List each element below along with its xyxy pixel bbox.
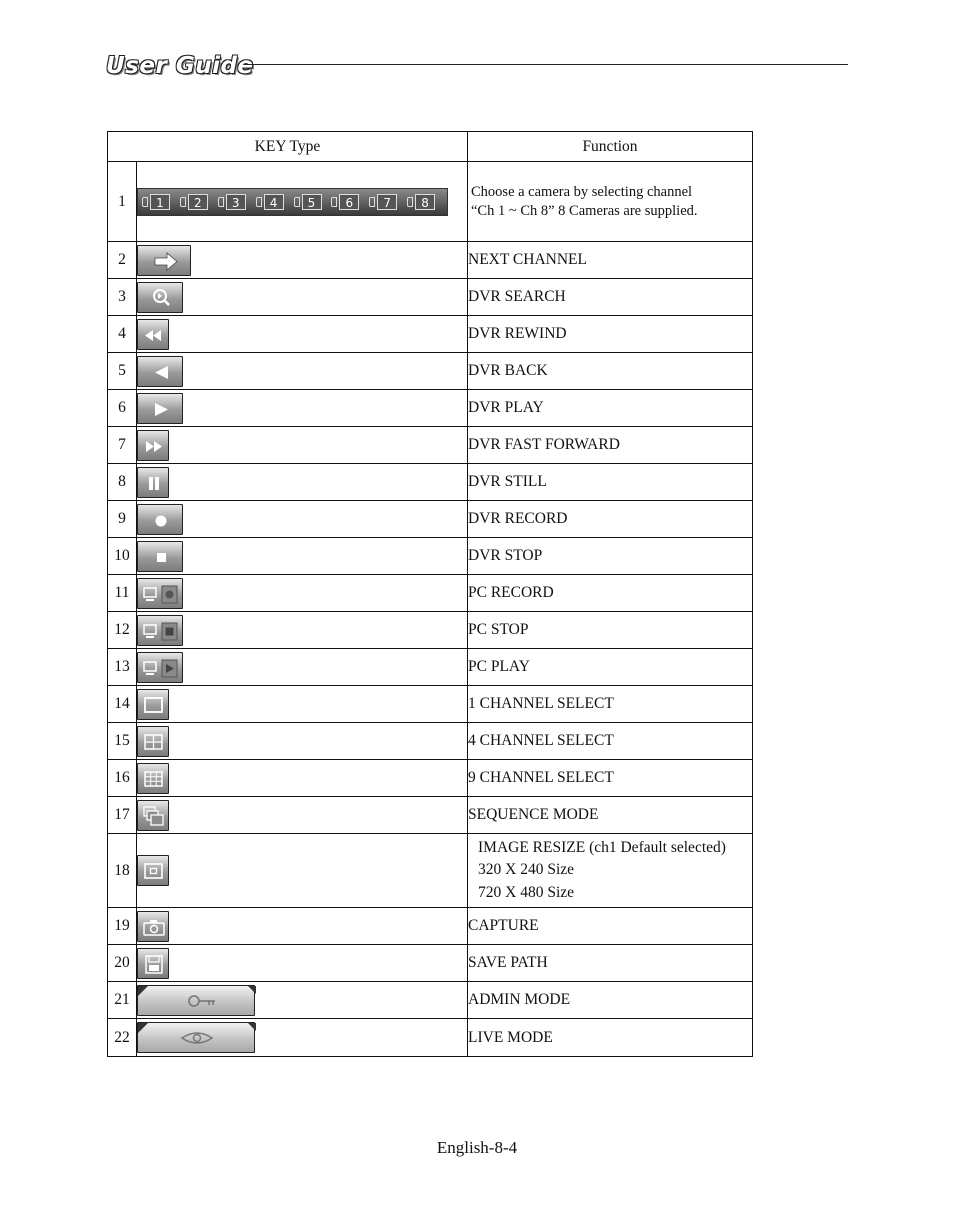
pc-play-icon xyxy=(137,652,183,683)
table-row xyxy=(108,723,753,760)
row-number: 3 xyxy=(108,279,137,316)
channel-strip-icon xyxy=(137,188,448,216)
key-cell xyxy=(137,797,468,834)
function-cell: PC RECORD xyxy=(468,575,753,612)
key-cell xyxy=(137,390,468,427)
channel-8-button: 8 xyxy=(407,193,443,211)
table-row xyxy=(108,612,753,649)
function-cell: ADMIN MODE xyxy=(468,982,753,1019)
eye-icon xyxy=(137,1022,255,1053)
row-number: 16 xyxy=(108,760,137,797)
function-cell: Choose a camera by selecting channel “Ch 1 ~ Ch 8” 8 Cameras are supplied. xyxy=(468,162,753,242)
table-row xyxy=(108,427,753,464)
row-number: 22 xyxy=(108,1019,137,1057)
row-number: 7 xyxy=(108,427,137,464)
channel-7-button: 7 xyxy=(369,193,405,211)
channel-3-button: 3 xyxy=(218,193,254,211)
function-cell: DVR REWIND xyxy=(468,316,753,353)
row-number: 1 xyxy=(108,162,137,242)
table-header-row xyxy=(108,132,753,162)
function-cell: DVR BACK xyxy=(468,353,753,390)
row-number: 21 xyxy=(108,982,137,1019)
table-row xyxy=(108,501,753,538)
channel-6-button: 6 xyxy=(331,193,367,211)
table-row xyxy=(108,834,753,908)
key-cell xyxy=(137,1019,468,1057)
key-cell xyxy=(137,501,468,538)
function-cell: NEXT CHANNEL xyxy=(468,242,753,279)
column-header-key-type: KEY Type xyxy=(108,132,468,162)
key-cell xyxy=(137,686,468,723)
key-cell xyxy=(137,427,468,464)
table-row xyxy=(108,649,753,686)
nine-screen-icon xyxy=(137,763,169,794)
table-row xyxy=(108,1019,753,1057)
row-number: 20 xyxy=(108,945,137,982)
row-number: 13 xyxy=(108,649,137,686)
key-cell xyxy=(137,464,468,501)
key-cell xyxy=(137,834,468,908)
row-number: 11 xyxy=(108,575,137,612)
header-rule xyxy=(246,64,848,65)
key-cell xyxy=(137,908,468,945)
function-cell: LIVE MODE xyxy=(468,1019,753,1057)
pause-icon xyxy=(137,467,169,498)
back-icon xyxy=(137,356,183,387)
next-arrow-icon xyxy=(137,245,191,276)
row-number: 2 xyxy=(108,242,137,279)
table-row xyxy=(108,575,753,612)
key-cell xyxy=(137,538,468,575)
table-row xyxy=(108,686,753,723)
function-cell: PC PLAY xyxy=(468,649,753,686)
key-cell xyxy=(137,612,468,649)
row-number: 6 xyxy=(108,390,137,427)
function-cell: SEQUENCE MODE xyxy=(468,797,753,834)
function-cell: DVR SEARCH xyxy=(468,279,753,316)
table-row xyxy=(108,279,753,316)
column-header-function: Function xyxy=(468,132,753,162)
key-cell xyxy=(137,982,468,1019)
key-cell xyxy=(137,316,468,353)
function-cell: CAPTURE xyxy=(468,908,753,945)
record-icon xyxy=(137,504,183,535)
row-number: 4 xyxy=(108,316,137,353)
table-row xyxy=(108,353,753,390)
table-row xyxy=(108,797,753,834)
channel-4-button: 4 xyxy=(256,193,292,211)
key-function-table xyxy=(107,131,753,1057)
function-cell: 4 CHANNEL SELECT xyxy=(468,723,753,760)
table-row xyxy=(108,390,753,427)
single-screen-icon xyxy=(137,689,169,720)
table-row xyxy=(108,464,753,501)
table-row xyxy=(108,982,753,1019)
row-number: 19 xyxy=(108,908,137,945)
pc-stop-icon xyxy=(137,615,183,646)
key-cell xyxy=(137,575,468,612)
key-cell xyxy=(137,353,468,390)
row-number: 10 xyxy=(108,538,137,575)
resize-icon xyxy=(137,855,169,886)
search-icon xyxy=(137,282,183,313)
key-cell xyxy=(137,945,468,982)
function-cell: PC STOP xyxy=(468,612,753,649)
table-row xyxy=(108,242,753,279)
function-cell: 1 CHANNEL SELECT xyxy=(468,686,753,723)
key-cell xyxy=(137,242,468,279)
key-cell xyxy=(137,162,468,242)
key-icon xyxy=(137,985,255,1016)
row-number: 9 xyxy=(108,501,137,538)
row-number: 8 xyxy=(108,464,137,501)
function-cell: DVR RECORD xyxy=(468,501,753,538)
quad-screen-icon xyxy=(137,726,169,757)
page-header xyxy=(106,52,848,82)
rewind-icon xyxy=(137,319,169,350)
row-number: 15 xyxy=(108,723,137,760)
row-number: 18 xyxy=(108,834,137,908)
camera-icon xyxy=(137,911,169,942)
key-cell xyxy=(137,279,468,316)
pc-record-icon xyxy=(137,578,183,609)
table-row xyxy=(108,162,753,242)
table-row xyxy=(108,316,753,353)
function-cell: DVR FAST FORWARD xyxy=(468,427,753,464)
stop-icon xyxy=(137,541,183,572)
row-number: 5 xyxy=(108,353,137,390)
key-cell xyxy=(137,649,468,686)
channel-2-button: 2 xyxy=(180,193,216,211)
function-cell: SAVE PATH xyxy=(468,945,753,982)
table-row xyxy=(108,538,753,575)
function-cell: 9 CHANNEL SELECT xyxy=(468,760,753,797)
channel-1-button: 1 xyxy=(142,193,178,211)
page-number: English-8-4 xyxy=(436,1138,518,1157)
user-guide-logo: User Guide xyxy=(106,53,254,79)
fast-forward-icon xyxy=(137,430,169,461)
function-cell: DVR STILL xyxy=(468,464,753,501)
table-row xyxy=(108,945,753,982)
row-number: 12 xyxy=(108,612,137,649)
function-cell: IMAGE RESIZE (ch1 Default selected) 320 X 240 Size 720 X 480 Size xyxy=(468,834,753,908)
key-cell xyxy=(137,760,468,797)
table-row xyxy=(108,908,753,945)
row-number: 14 xyxy=(108,686,137,723)
channel-5-button: 5 xyxy=(294,193,330,211)
function-cell: DVR STOP xyxy=(468,538,753,575)
sequence-icon xyxy=(137,800,169,831)
floppy-disk-icon xyxy=(137,948,169,979)
play-icon xyxy=(137,393,183,424)
function-cell: DVR PLAY xyxy=(468,390,753,427)
table-row xyxy=(108,760,753,797)
key-cell xyxy=(137,723,468,760)
row-number: 17 xyxy=(108,797,137,834)
